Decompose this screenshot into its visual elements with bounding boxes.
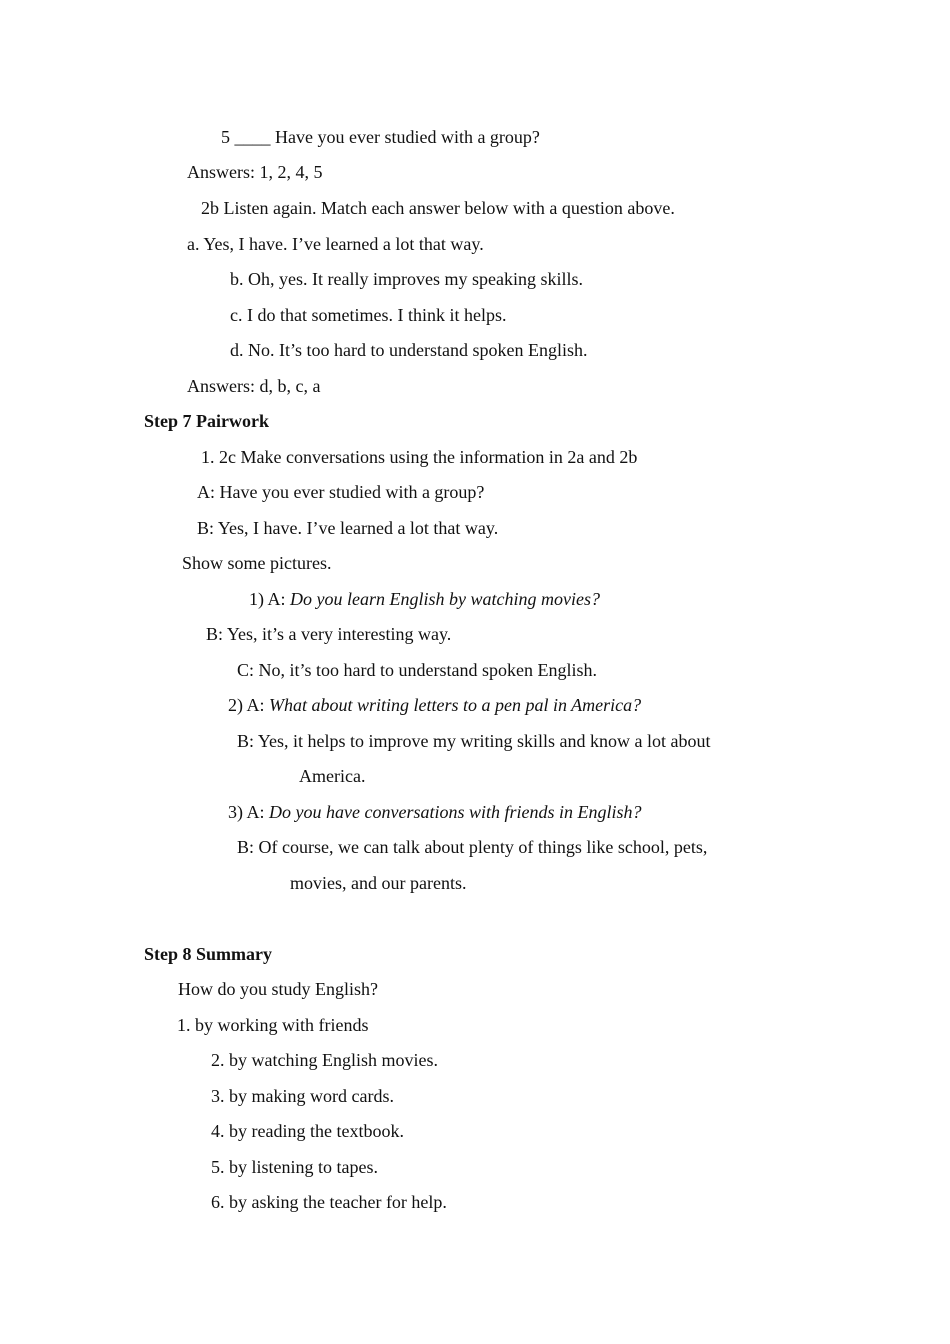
dialogue-1-prefix: 1) A:: [249, 589, 291, 609]
dialogue-2-question-text: What about writing letters to a pen pal in America?: [269, 695, 642, 715]
task-2b: 2b Listen again. Match each answer below with a question above.: [201, 198, 675, 218]
dialogue-2-prefix: 2) A:: [228, 695, 270, 715]
dialogue-2-answer-b-cont: America.: [299, 766, 366, 786]
answers-2b: Answers: d, b, c, a: [187, 376, 321, 396]
question-5: 5 ____ Have you ever studied with a group?: [221, 127, 540, 147]
dialogue-1-question: [249, 588, 600, 610]
dialogue-3-answer-b-cont: movies, and our parents.: [290, 873, 467, 893]
dialogue-3-answer-b: B: Of course, we can talk about plenty of things like school, pets,: [237, 837, 708, 857]
answer-d: d. No. It’s too hard to understand spoken English.: [230, 340, 588, 360]
dialogue-1-answer-c: C: No, it’s too hard to understand spoken English.: [237, 660, 597, 680]
show-pictures: Show some pictures.: [182, 553, 332, 573]
answer-b: b. Oh, yes. It really improves my speaking skills.: [230, 269, 583, 289]
answers-2a: Answers: 1, 2, 4, 5: [187, 162, 323, 182]
answer-a: a. Yes, I have. I’ve learned a lot that way.: [187, 234, 484, 254]
task-2c: 1. 2c Make conversations using the information in 2a and 2b: [201, 447, 638, 467]
example-a: A: Have you ever studied with a group?: [197, 482, 485, 502]
dialogue-1-answer-b: B: Yes, it’s a very interesting way.: [206, 624, 452, 644]
dialogue-3-question: [228, 801, 641, 823]
example-b: B: Yes, I have. I’ve learned a lot that way.: [197, 518, 499, 538]
step8-heading: Step 8 Summary: [144, 944, 273, 964]
answer-c: c. I do that sometimes. I think it helps.: [230, 305, 507, 325]
summary-item: 4. by reading the textbook.: [211, 1121, 404, 1141]
dialogue-3-question-text: Do you have conversations with friends in English?: [269, 802, 642, 822]
summary-item: 3. by making word cards.: [211, 1086, 394, 1106]
summary-item: 6. by asking the teacher for help.: [211, 1192, 447, 1212]
summary-question: How do you study English?: [178, 979, 378, 999]
dialogue-1-question-text: Do you learn English by watching movies?: [290, 589, 600, 609]
dialogue-3-prefix: 3) A:: [228, 802, 270, 822]
step7-heading: Step 7 Pairwork: [144, 411, 269, 431]
dialogue-2-answer-b: B: Yes, it helps to improve my writing skills and know a lot about: [237, 731, 711, 751]
summary-item: 2. by watching English movies.: [211, 1050, 438, 1070]
dialogue-2-question: [228, 694, 641, 716]
summary-item: 1. by working with friends: [177, 1015, 369, 1035]
summary-item: 5. by listening to tapes.: [211, 1157, 378, 1177]
